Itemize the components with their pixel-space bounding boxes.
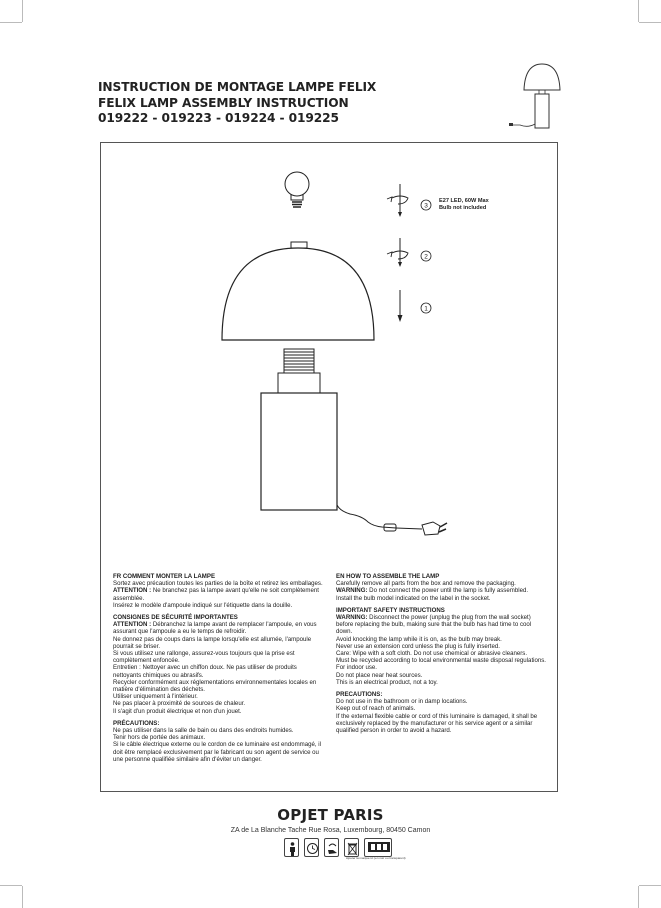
en-precaution-line: Keep out of reach of animals. xyxy=(336,705,416,713)
lamp-base xyxy=(261,393,337,510)
en-safety-line: Must be recycled according to local environmental waste disposal regulations. xyxy=(336,657,547,665)
icon-caption: Ajouter la marque ici (en noir ou transparent) xyxy=(346,856,406,860)
crop-mark xyxy=(638,886,639,908)
en-safety-line: For indoor use. xyxy=(336,664,377,672)
fr-safety-line: Si vous utilisez une rallonge, assurez-vous toujours que la prise est complètement enfoncée. xyxy=(113,650,295,665)
step-badge-2 xyxy=(421,251,431,261)
crop-mark xyxy=(638,0,639,22)
crop-mark xyxy=(639,22,661,23)
crop-mark xyxy=(22,886,23,908)
down-arrow-icon-step1 xyxy=(398,290,403,322)
step-badge-3 xyxy=(421,200,431,210)
en-assembly-text: Install the bulb model indicated on the label in the socket. xyxy=(336,594,491,602)
svg-text:2: 2 xyxy=(424,253,428,261)
fr-precautions-section xyxy=(113,720,326,763)
fr-safety-section xyxy=(113,614,326,715)
en-assembly-section xyxy=(336,573,548,602)
fr-precaution-line: Ne pas utiliser dans la salle de bain ou dans des endroits humides. xyxy=(113,727,294,735)
fr-safety-line: Utiliser uniquement à l'intérieur. xyxy=(113,693,198,701)
lamp-shade xyxy=(222,248,374,340)
fr-assembly-section xyxy=(113,573,326,609)
instructions-en xyxy=(336,573,548,739)
en-safety-warning-line xyxy=(336,614,548,636)
svg-text:1: 1 xyxy=(424,305,428,313)
bulb-icon xyxy=(285,172,309,207)
en-precautions-section xyxy=(336,691,548,734)
footer xyxy=(0,806,661,834)
regulatory-icons xyxy=(284,838,392,857)
en-assembly-title: EN HOW TO ASSEMBLE THE LAMP xyxy=(336,573,440,580)
fr-safety-line: Il s'agit d'un produit électrique et non d'un jouet. xyxy=(113,707,242,715)
en-safety-line: Do not place near heat sources. xyxy=(336,671,423,679)
svg-text:3: 3 xyxy=(424,202,428,210)
fr-precaution-line: Tenir hors de portée des animaux. xyxy=(113,734,206,742)
person-icon xyxy=(284,838,299,857)
recycle-hand-icon xyxy=(324,838,339,857)
fr-safety-line: Ne donnez pas de coups dans la lampe lorsqu'elle est allumée, l'ampoule pourrait se briser. xyxy=(113,635,312,650)
en-warning-label: WARNING: xyxy=(336,587,368,595)
en-safety-line: Care: Wipe with a soft cloth. Do not use chemical or abrasive cleaners. xyxy=(336,650,528,658)
en-safety-warning-label: WARNING: xyxy=(336,614,368,622)
brand-name: OPJET PARIS xyxy=(277,806,384,824)
socket-ring xyxy=(291,242,307,248)
crop-mark xyxy=(0,22,22,23)
fr-attention-text: Ne branchez pas la lampe avant qu'elle ne soit complètement assemblée. xyxy=(113,587,319,602)
en-safety-warning-text: Disconnect the power (unplug the plug from the wall socket) before replacing the bulb, making sure that the bulb has had time to cool down. xyxy=(336,614,532,636)
lamp-thumbnail xyxy=(500,58,570,130)
bulb-spec-line2: Bulb not included xyxy=(439,205,487,211)
rotate-arrow-icon-step3 xyxy=(387,184,408,217)
threaded-neck xyxy=(284,349,314,373)
base-collar xyxy=(278,373,320,393)
fr-assembly-title: FR COMMENT MONTER LA LAMPE xyxy=(113,573,216,580)
en-safety-title: IMPORTANT SAFETY INSTRUCTIONS xyxy=(336,606,445,614)
title-block xyxy=(98,80,376,127)
title-fr: INSTRUCTION DE MONTAGE LAMPE FELIX xyxy=(98,80,377,94)
en-precaution-line: If the external flexible cable or cord of this luminaire is damaged, it shall be exclusively replaced by the manufacturer or his service agent or a similar qualified person in order to avoid a hazard. xyxy=(336,712,538,735)
fr-safety-attention-label: ATTENTION : xyxy=(113,621,152,629)
instructions-fr xyxy=(113,573,326,768)
en-safety-line: This is an electrical product, not a toy. xyxy=(336,678,438,686)
fr-attention-label: ATTENTION : xyxy=(113,587,152,595)
fr-precautions-title: PRÉCAUTIONS: xyxy=(113,719,160,727)
rotate-arrow-icon-step2 xyxy=(387,238,408,267)
fr-safety-attention-line xyxy=(113,621,326,635)
fr-assembly-text: Sortez avec précaution toutes les parties de la boîte et retirez les emballages. xyxy=(113,580,323,588)
fr-attention-line xyxy=(113,587,326,601)
en-precautions-title: PRECAUTIONS: xyxy=(336,691,383,699)
power-cord xyxy=(337,505,396,528)
clock-icon xyxy=(304,838,319,857)
fr-safety-attention-text: Débranchez la lampe avant de remplacer l'ampoule, en vous assurant que l'ampoule a eu le temps de refroidir. xyxy=(113,621,317,636)
en-safety-line: Avoid knocking the lamp while it is on, as the bulb may break. xyxy=(336,635,502,643)
assembly-diagram xyxy=(100,142,558,562)
en-precaution-line: Do not use in the bathroom or in damp locations. xyxy=(336,698,468,706)
fr-safety-line: Ne pas placer à proximité de sources de chaleur. xyxy=(113,700,246,708)
fr-safety-line: Entretien : Nettoyer avec un chiffon doux. Ne pas utiliser de produits nettoyants chimiques ou abrasifs. xyxy=(113,664,297,679)
fr-safety-title: CONSIGNES DE SÉCURITÉ IMPORTANTES xyxy=(113,614,238,622)
fr-precaution-line: Si le câble électrique externe ou le cordon de ce luminaire est endommagé, il doit être remplacé exclusivement par le fabricant ou son agent de service ou une personne qualifiée similaire afin d'éviter un danger. xyxy=(113,741,321,763)
crop-mark xyxy=(0,885,22,886)
title-en: FELIX LAMP ASSEMBLY INSTRUCTION xyxy=(98,95,349,110)
fr-safety-line: Recycler conformément aux réglementations environnementales locales en matière d'élimination des déchets. xyxy=(113,678,317,694)
bulb-spec-line1: E27 LED, 60W Max xyxy=(439,198,489,204)
en-safety-section xyxy=(336,607,548,686)
en-assembly-text: Carefully remove all parts from the box and remove the packaging. xyxy=(336,580,516,588)
recycling-label-icon xyxy=(364,838,392,857)
crop-mark xyxy=(639,885,661,886)
reference-numbers: 019222 - 019223 - 019224 - 019225 xyxy=(98,111,339,125)
company-address: ZA de La Blanche Tache Rue Rosa, Luxembourg, 80450 Camon xyxy=(230,827,431,834)
plug-icon xyxy=(422,522,447,535)
en-safety-line: Never use an extension cord unless the plug is fully inserted. xyxy=(336,642,500,650)
fr-assembly-text: Insérez le modèle d'ampoule indiqué sur l'étiquette dans la douille. xyxy=(113,601,293,609)
en-warning-line xyxy=(336,587,548,594)
trash-icon xyxy=(344,838,359,857)
en-warning-text: Do not connect the power until the lamp is fully assembled. xyxy=(367,587,529,595)
crop-mark xyxy=(22,0,23,22)
step-badge-1 xyxy=(421,303,431,313)
